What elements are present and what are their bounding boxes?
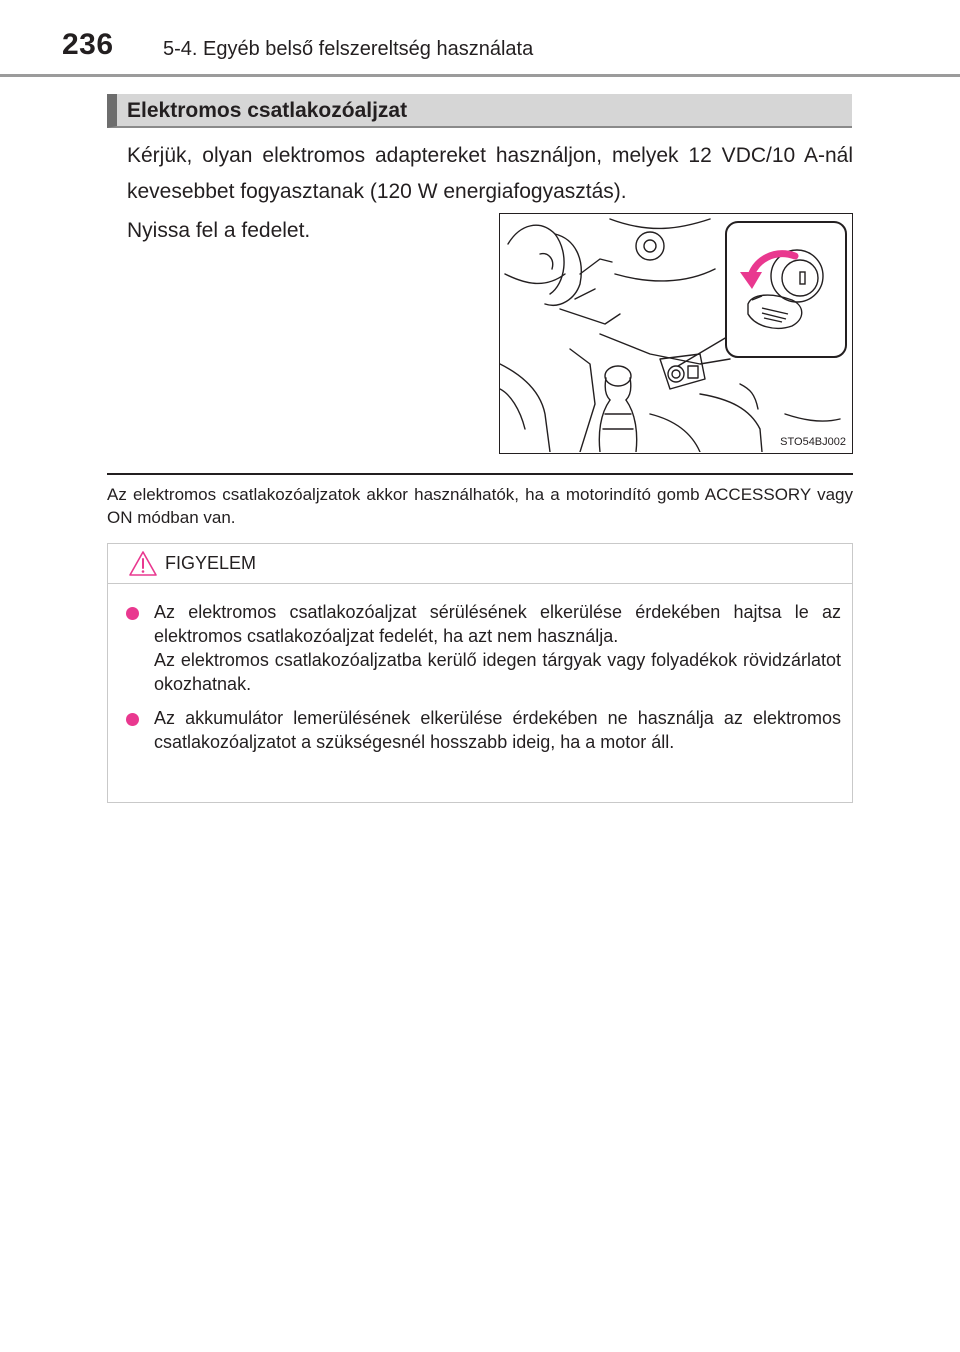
warning-title: FIGYELEM (165, 553, 257, 573)
bullet-dot (126, 607, 139, 620)
page-number: 236 (62, 28, 114, 61)
section-heading-text: Elektromos csatlakozóaljzat (127, 99, 408, 122)
power-outlet-illustration (499, 213, 853, 454)
dashboard-drawing (500, 214, 851, 452)
step-text: Nyissa fel a fedelet. (127, 219, 311, 242)
warning-box (107, 543, 853, 803)
chapter-title: 5-4. Egyéb belső felszereltség használata (163, 38, 534, 60)
warning-item-text: Az elektromos csatlakozóaljzat sérülésének elkerülése érdekében hajtsa le az elektromos csatlakozóaljzat fedelét, ha azt nem használja. (154, 602, 841, 646)
section-heading (107, 94, 852, 128)
warning-item-text: Az akkumulátor lemerülésének elkerülése érdekében ne használja az elektromos csatlakozóaljzatot a szükségesnél hosszabb ideig, ha a motor áll. (154, 708, 841, 752)
intro-paragraph: Kérjük, olyan elektromos adaptereket használjon, melyek 12 VDC/10 A-nál kevesebbet fogyasztanak (120 W energiafogyasztás). (127, 144, 853, 203)
bullet-dot (126, 713, 139, 726)
figure-code: STO54BJ002 (780, 436, 846, 448)
warning-header (108, 544, 852, 584)
usage-note: Az elektromos csatlakozóaljzatok akkor használhatók, ha a motorindító gomb ACCESSORY vagy ON módban van. (107, 485, 853, 527)
section-divider (107, 473, 853, 475)
warning-item-text: Az elektromos csatlakozóaljzatba kerülő idegen tárgyak vagy folyadékok rövidzárlatot okozhatnak. (154, 650, 841, 694)
header-divider (0, 74, 960, 77)
warning-triangle-icon (128, 550, 158, 577)
